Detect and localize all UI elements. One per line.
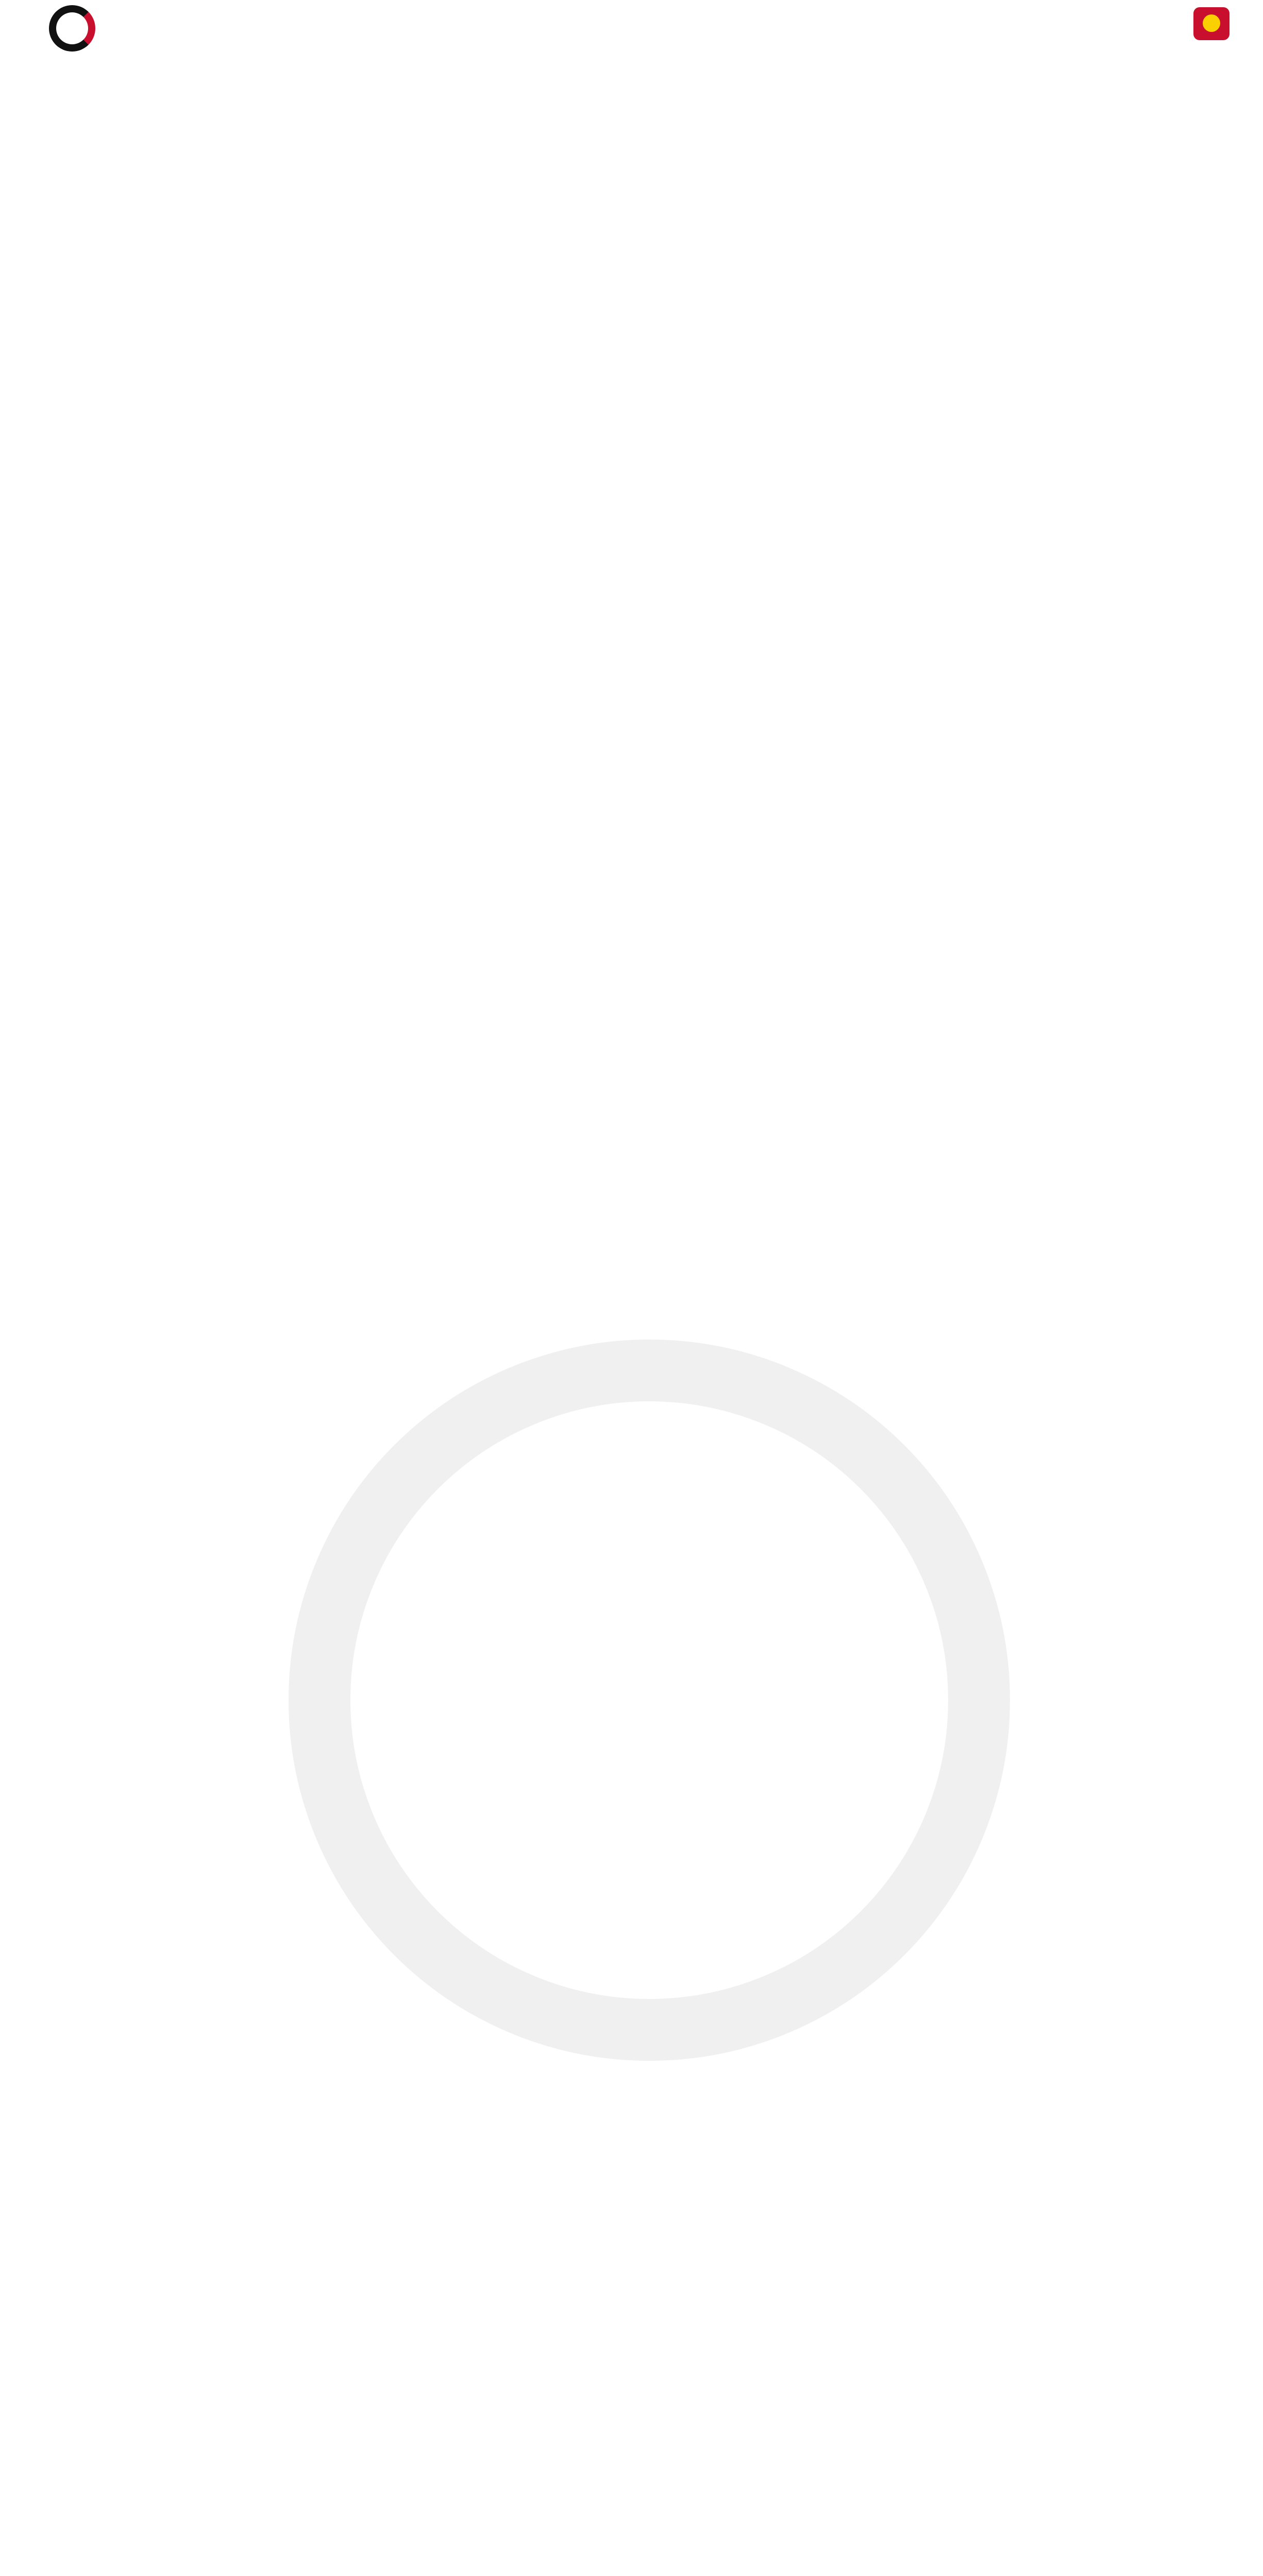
maad-logo	[21, 5, 124, 67]
maad-logo-icon	[49, 5, 95, 52]
notes-middle-column	[385, 113, 715, 283]
bank-mellat-logo	[1181, 7, 1242, 64]
notes-section	[12, 113, 1251, 283]
notes-right-column	[725, 113, 1251, 283]
header	[0, 0, 1263, 72]
mellat-logo-icon	[1193, 7, 1230, 40]
notes-left-column	[12, 113, 373, 283]
watermark-logo	[289, 1340, 1010, 2061]
